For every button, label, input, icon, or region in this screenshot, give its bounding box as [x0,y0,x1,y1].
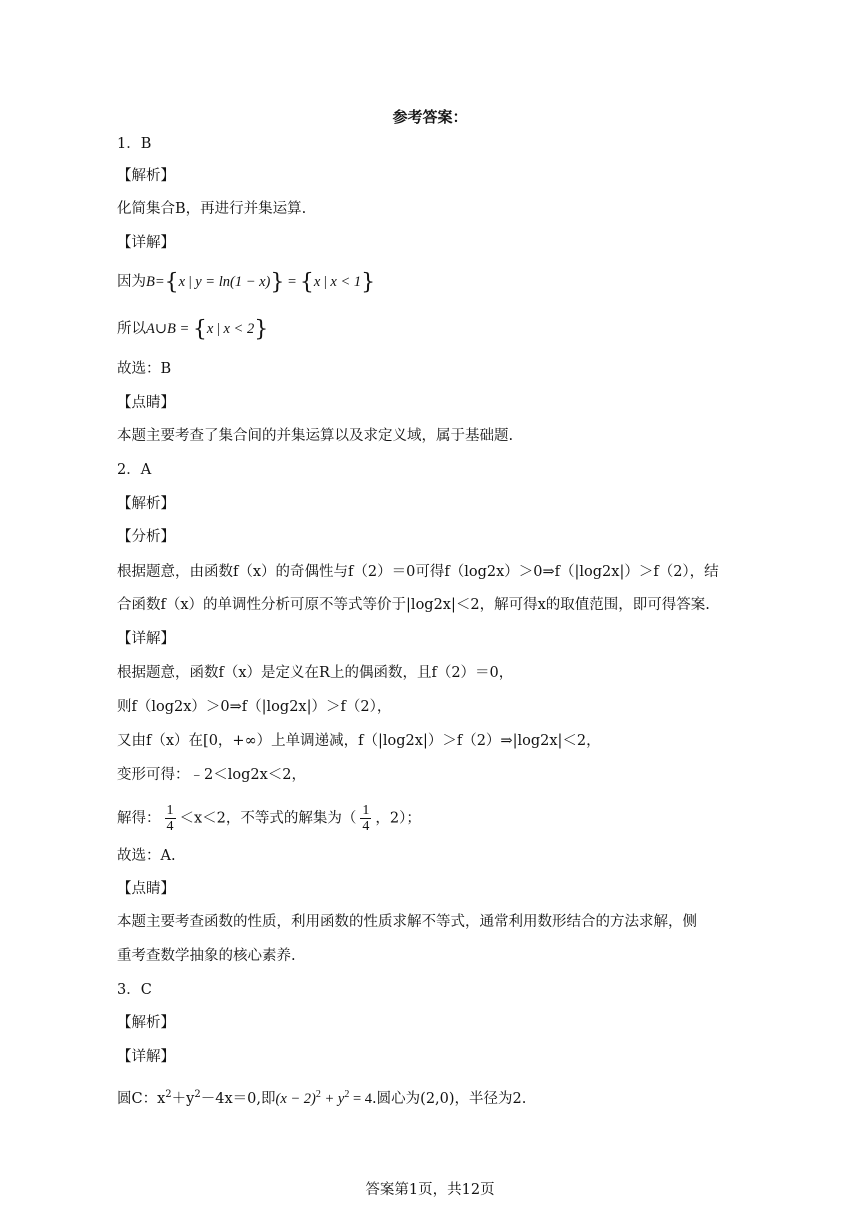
q2-heading: 2．A [117,462,152,478]
q3-section-xiangjie: 【详解】 [117,1049,175,1065]
q1-d2-math-c: x < 2 [223,321,255,337]
q2-section-jiexi: 【解析】 [117,496,175,512]
q2-section-xiangjie: 【详解】 [117,631,175,647]
q2-detail-line-2: 则f（log2x）＞0⇒f（|log2x|）＞f（2）， [117,699,392,715]
q1-section-dianjing: 【点睛】 [117,395,175,411]
q2-fraction-2: $\frac{1}{4}$ [362,803,370,834]
q1-section-jiexi: 【解析】 [117,168,175,184]
q2-section-dianjing: 【点睛】 [117,881,175,897]
q1-heading: 1．B [117,136,152,152]
page-footer: 答案第1页，共12页 [365,1182,495,1198]
q2-fenxi-line-2: 合函数f（x）的单调性分析可原不等式等价于|log2x|＜2，解可得x的取值范围，即可得答案. [117,597,710,613]
q1-jiexi-text: 化简集合B，再进行并集运算. [117,201,307,217]
q1-detail-line-1: 因为B={x | y = ln(1 − x)} = {x | x < 1} [117,270,376,295]
q2-section-fenxi: 【分析】 [117,529,175,545]
q2-x5-end: ，2）； [375,810,421,827]
q3-section-jiexi: 【解析】 [117,1015,175,1031]
q2-detail-line-3: 又由f（x）在[0，+∞）上单调递减，f（|log2x|）＞f（2）⇒|log2x|＜2， [117,733,601,749]
q2-answer: 故选：A. [117,848,176,864]
q1-d1-math-f: x < 1 [330,274,362,290]
q1-d2-pre: 所以 [117,321,146,337]
q2-x5-mid: ＜x＜2，不等式的解集为（ [179,810,357,827]
q2-detail-line-5 [117,803,421,834]
q2-fenxi-line-1: 根据题意，由函数f（x）的奇偶性与f（2）＝0可得f（log2x）＞0⇒f（|log2x|）＞f（2），结 [117,564,719,580]
q1-d1-pre: 因为 [117,274,146,290]
q2-dianjing-line-2: 重考查数学抽象的核心素养. [117,948,296,964]
q1-dianjing-text: 本题主要考查了集合间的并集运算以及求定义域，属于基础题. [117,428,514,444]
q1-d1-math-a: B= [146,274,165,290]
q1-d1-math-c: y = ln(1 − x) [195,274,271,290]
q1-section-xiangjie: 【详解】 [117,235,175,251]
q2-detail-line-1: 根据题意，函数f（x）是定义在R上的偶函数，且f（2）＝0， [117,665,514,681]
q1-d2-math-b: x [206,321,214,337]
q1-detail-line-2: 所以A∪B = {x | x < 2} [117,317,269,342]
q3-detail-line-1: 圆C：$x^2+y^2-4x=0$,即$(x - 2)^2 + y^2 = 4$.圆心为(2,0)，半径为2. [117,1089,527,1107]
q2-dianjing-line-1: 本题主要考查函数的性质，利用函数的性质求解不等式，通常利用数形结合的方法求解，侧 [117,914,697,930]
q2-fraction-1: $\frac{1}{4}$ [166,803,174,834]
q3-heading: 3．C [117,982,152,998]
q1-d1-math-d: = [284,274,300,290]
q2-x5-pre: 解得： [117,810,161,827]
q1-d2-math-a: A∪B = [146,321,193,337]
page-title: 参考答案： [392,108,468,126]
q1-answer: 故选：B [117,361,172,377]
q1-d1-math-b: x [178,274,186,290]
q2-detail-line-4: 变形可得：﹣2＜log2x＜2， [117,767,307,783]
q1-d1-math-e: x [313,274,321,290]
